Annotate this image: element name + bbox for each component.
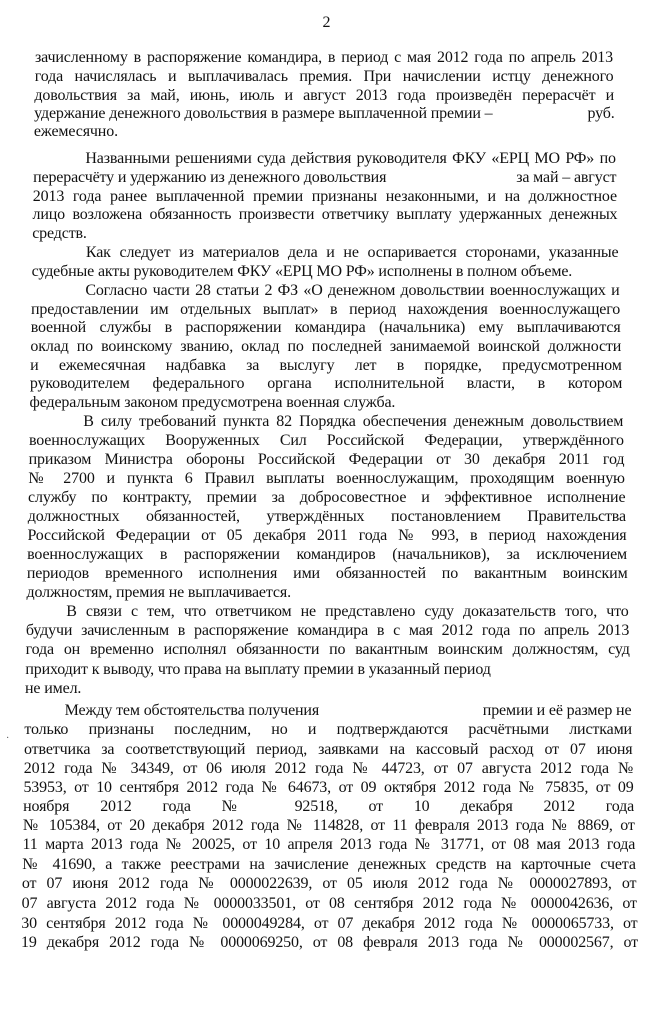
page-number: 2 [322, 14, 331, 31]
text-line: В связи с тем, что ответчиком не представлено суду доказательств того, что [66, 603, 629, 620]
scan-speck: · [6, 733, 10, 744]
text-segment-right: за май – август [516, 169, 617, 186]
text-line: от 07 июня 2012 года № 0000022639, от 05 июля 2012 года № 0000027893, от [21, 875, 637, 892]
text-line: зачисленному в распоряжение командира, в период с мая 2012 года по апрель 2013 [35, 49, 613, 66]
text-line: 07 августа 2012 года № 0000033501, от 08 сентября 2012 года № 0000042636, от [21, 895, 637, 912]
text-line: Согласно части 28 статьи 2 ФЗ «О денежном довольствии военнослужащих и [85, 282, 620, 299]
text-line: 30 сентября 2012 года № 0000049284, от 07 декабря 2012 года № 0000065733, от [21, 915, 638, 932]
text-line: службу по контракту, премии за добросовестное и эффективное исполнение [28, 489, 626, 506]
text-line: предоставлении им отдельных выплат» в период нахождения военнослужащего [31, 301, 621, 318]
text-line: военнослужащих Вооруженных Сил Российской Федерации, утверждённого [28, 432, 624, 449]
text-line: № 105384, от 20 декабря 2012 года № 114828, от 11 февраля 2013 года № 8869, от [22, 817, 635, 834]
text-segment-left: перерасчёту и удержанию из денежного довольствия [33, 169, 387, 186]
text-line [65, 701, 632, 720]
text-line: № 41690, а также реестрами на зачисление денежных средств на карточные счета [22, 856, 636, 873]
text-line: 11 марта 2013 года № 20025, от 10 апреля 2013 года № 31771, от 08 мая 2013 года [22, 836, 636, 853]
text-segment-left: удержание денежного довольствия в размере выплаченной премии – [34, 105, 493, 122]
text-line [34, 104, 614, 123]
text-segment-right: премии и её размер не [482, 702, 632, 719]
text-line: 53953, от 10 сентября 2012 года № 64673, от 09 октября 2012 года № 75835, от 09 [23, 779, 634, 796]
text-line: должностям, премия не выплачивается. [26, 584, 291, 601]
text-line: довольствия за май, июнь, июль и август 2013 года произведён перерасчёт и [34, 87, 615, 104]
text-line: 2012 года № 34349, от 06 июля 2012 года № 44723, от 07 августа 2012 года № [23, 760, 634, 777]
text-segment-right: руб. [587, 105, 615, 122]
text-line: ноября 2012 года № 92518, от 10 декабря 2012 года [23, 798, 635, 815]
text-line: года он временно исполнял обязанности по вакантным воинским должностям, суд [25, 641, 630, 658]
text-line: судебные акты руководителем ФКУ «ЕРЦ МО РФ» исполнены в полном объеме. [31, 263, 573, 280]
text-line: военной службы в распоряжении командира (начальника) ему выплачиваются [30, 319, 621, 336]
text-line: оклад по воинскому званию, оклад по последней занимаемой воинской должности [30, 338, 622, 355]
text-line: не имел. [25, 680, 82, 697]
text-line: периодов временного исполнения ими обязанностей по вакантным воинским [26, 565, 628, 582]
text-line: Как следует из материалов дела и не оспаривается сторонами, указанные [85, 244, 619, 261]
text-line: лицо возложена обязанность произвести ответчику выплату удержанных денежных [32, 206, 618, 223]
text-line: года начислялась и выплачивалась премия. При начислении истцу денежного [34, 68, 614, 85]
text-line: Названными решениями суда действия руководителя ФКУ «ЕРЦ МО РФ» по [85, 150, 616, 167]
text-line: федеральным законом предусмотрена военная служба. [29, 394, 396, 411]
text-line: должностных обязанностей, утверждённых постановлением Правительства [27, 508, 626, 525]
text-line: ежемесячно. [33, 123, 118, 140]
text-line: Российской Федерации от 05 декабря 2011 года № 993, в период нахождения [27, 527, 627, 544]
text-line: ответчика за соответствующий период, заявками на кассовый расход от 07 июня [24, 741, 633, 758]
text-line: только признаны последним, но и подтверждаются расчётными листками [24, 721, 632, 738]
text-line: будучи зачисленным в распоряжение командира в с мая 2012 года по апрель 2013 [25, 622, 630, 639]
text-line: и ежемесячная надбавка за выслугу лет в порядке, предусмотренном [30, 357, 622, 374]
text-line: руководителем федерального органа исполнительной власти, в котором [29, 375, 623, 392]
text-line: военнослужащих в распоряжении командиров (начальников), за исключением [27, 546, 628, 563]
text-line: В силу требований пункта 82 Порядка обеспечения денежным довольствием [83, 413, 624, 430]
text-line: приказом Министра обороны Российской Федерации от 30 декабря 2011 год [28, 451, 625, 468]
text-line: средств. [32, 225, 87, 242]
text-line: 19 декабря 2012 года № 0000069250, от 08 февраля 2013 года № 000002567, от [21, 934, 638, 951]
text-line: 2013 года ранее выплаченной премии признаны незаконными, и на должностное [32, 188, 617, 205]
text-line [33, 168, 616, 187]
text-line: № 2700 и пункта 6 Правил выплаты военнослужащим, проходящим военную [28, 470, 625, 487]
text-line: приходит к выводу, что права на выплату премии в указанный период [25, 661, 491, 678]
text-segment-left: Между тем обстоятельства получения [64, 702, 320, 719]
